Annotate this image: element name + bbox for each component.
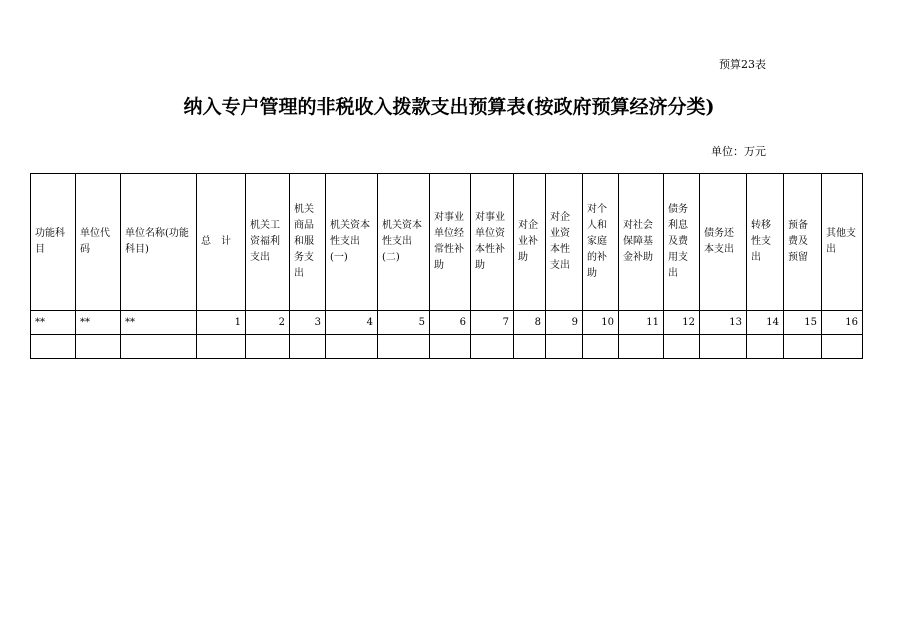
header-label: 转移性支出: [751, 220, 771, 263]
data-cell: [822, 335, 863, 359]
header-cell: [747, 174, 784, 311]
data-cell: [326, 335, 378, 359]
page-title: 纳入专户管理的非税收入拨款支出预算表(按政府预算经济分类): [183, 96, 715, 118]
data-cell: [121, 335, 197, 359]
header-cell: [378, 174, 430, 311]
header-cell: [76, 174, 121, 311]
header-label: 债务还本支出: [704, 228, 734, 255]
index-cell: 7: [471, 311, 514, 335]
budget-table: [30, 173, 863, 359]
header-label: 对企业资本性支出: [550, 212, 570, 271]
index-cell: 15: [784, 311, 822, 335]
data-cell: [197, 335, 246, 359]
index-cell: 2: [246, 311, 290, 335]
header-label: 总 计: [201, 236, 231, 247]
header-cell: [326, 174, 378, 311]
header-cell: [430, 174, 471, 311]
header-cell: [31, 174, 76, 311]
index-cell: 8: [514, 311, 546, 335]
header-cell: [471, 174, 514, 311]
form-number: 预算23表: [719, 58, 766, 71]
index-cell: 1: [197, 311, 246, 335]
index-cell: 11: [619, 311, 664, 335]
column-index-row: [31, 311, 863, 335]
data-cell: [784, 335, 822, 359]
index-cell: **: [31, 311, 76, 335]
header-cell: [514, 174, 546, 311]
header-label: 功能科目: [35, 228, 65, 255]
header-cell: [664, 174, 700, 311]
header-label: 机关资本性支出(二): [382, 220, 422, 263]
header-label: 单位名称(功能科目): [125, 228, 189, 255]
data-cell: [76, 335, 121, 359]
header-label: 其他支出: [826, 228, 856, 255]
data-cell: [246, 335, 290, 359]
data-cell: [378, 335, 430, 359]
index-cell: **: [121, 311, 197, 335]
data-cell: [430, 335, 471, 359]
data-cell: [471, 335, 514, 359]
header-label: 对事业单位经常性补助: [434, 212, 464, 271]
index-cell: 14: [747, 311, 784, 335]
data-cell: [619, 335, 664, 359]
index-cell: 16: [822, 311, 863, 335]
header-label: 对社会保障基金补助: [623, 220, 653, 263]
header-row: [31, 174, 863, 311]
header-label: 机关商品和服务支出: [294, 204, 314, 279]
header-label: 机关工资福利支出: [250, 220, 280, 263]
data-row: [31, 335, 863, 359]
index-cell: 4: [326, 311, 378, 335]
header-cell: [784, 174, 822, 311]
data-cell: [747, 335, 784, 359]
header-label: 机关资本性支出(一): [330, 220, 370, 263]
header-label: 对个人和家庭的补助: [587, 204, 607, 279]
header-cell: [197, 174, 246, 311]
header-label: 预备费及预留: [788, 220, 808, 263]
unit-label: 单位：万元: [711, 145, 766, 158]
index-cell: 10: [583, 311, 619, 335]
header-cell: [121, 174, 197, 311]
header-cell: [290, 174, 326, 311]
header-cell: [700, 174, 747, 311]
header-cell: [546, 174, 583, 311]
index-cell: 9: [546, 311, 583, 335]
header-label: 对企业补助: [518, 220, 538, 263]
data-cell: [583, 335, 619, 359]
header-label: 债务利息及费用支出: [668, 204, 688, 279]
header-cell: [583, 174, 619, 311]
data-cell: [514, 335, 546, 359]
data-cell: [664, 335, 700, 359]
data-cell: [700, 335, 747, 359]
index-cell: 12: [664, 311, 700, 335]
index-cell: **: [76, 311, 121, 335]
index-cell: 13: [700, 311, 747, 335]
data-cell: [31, 335, 76, 359]
header-cell: [246, 174, 290, 311]
index-cell: 5: [378, 311, 430, 335]
header-cell: [822, 174, 863, 311]
header-cell: [619, 174, 664, 311]
header-label: 单位代码: [80, 228, 110, 255]
data-cell: [546, 335, 583, 359]
header-label: 对事业单位资本性补助: [475, 212, 505, 271]
index-cell: 6: [430, 311, 471, 335]
data-cell: [290, 335, 326, 359]
index-cell: 3: [290, 311, 326, 335]
